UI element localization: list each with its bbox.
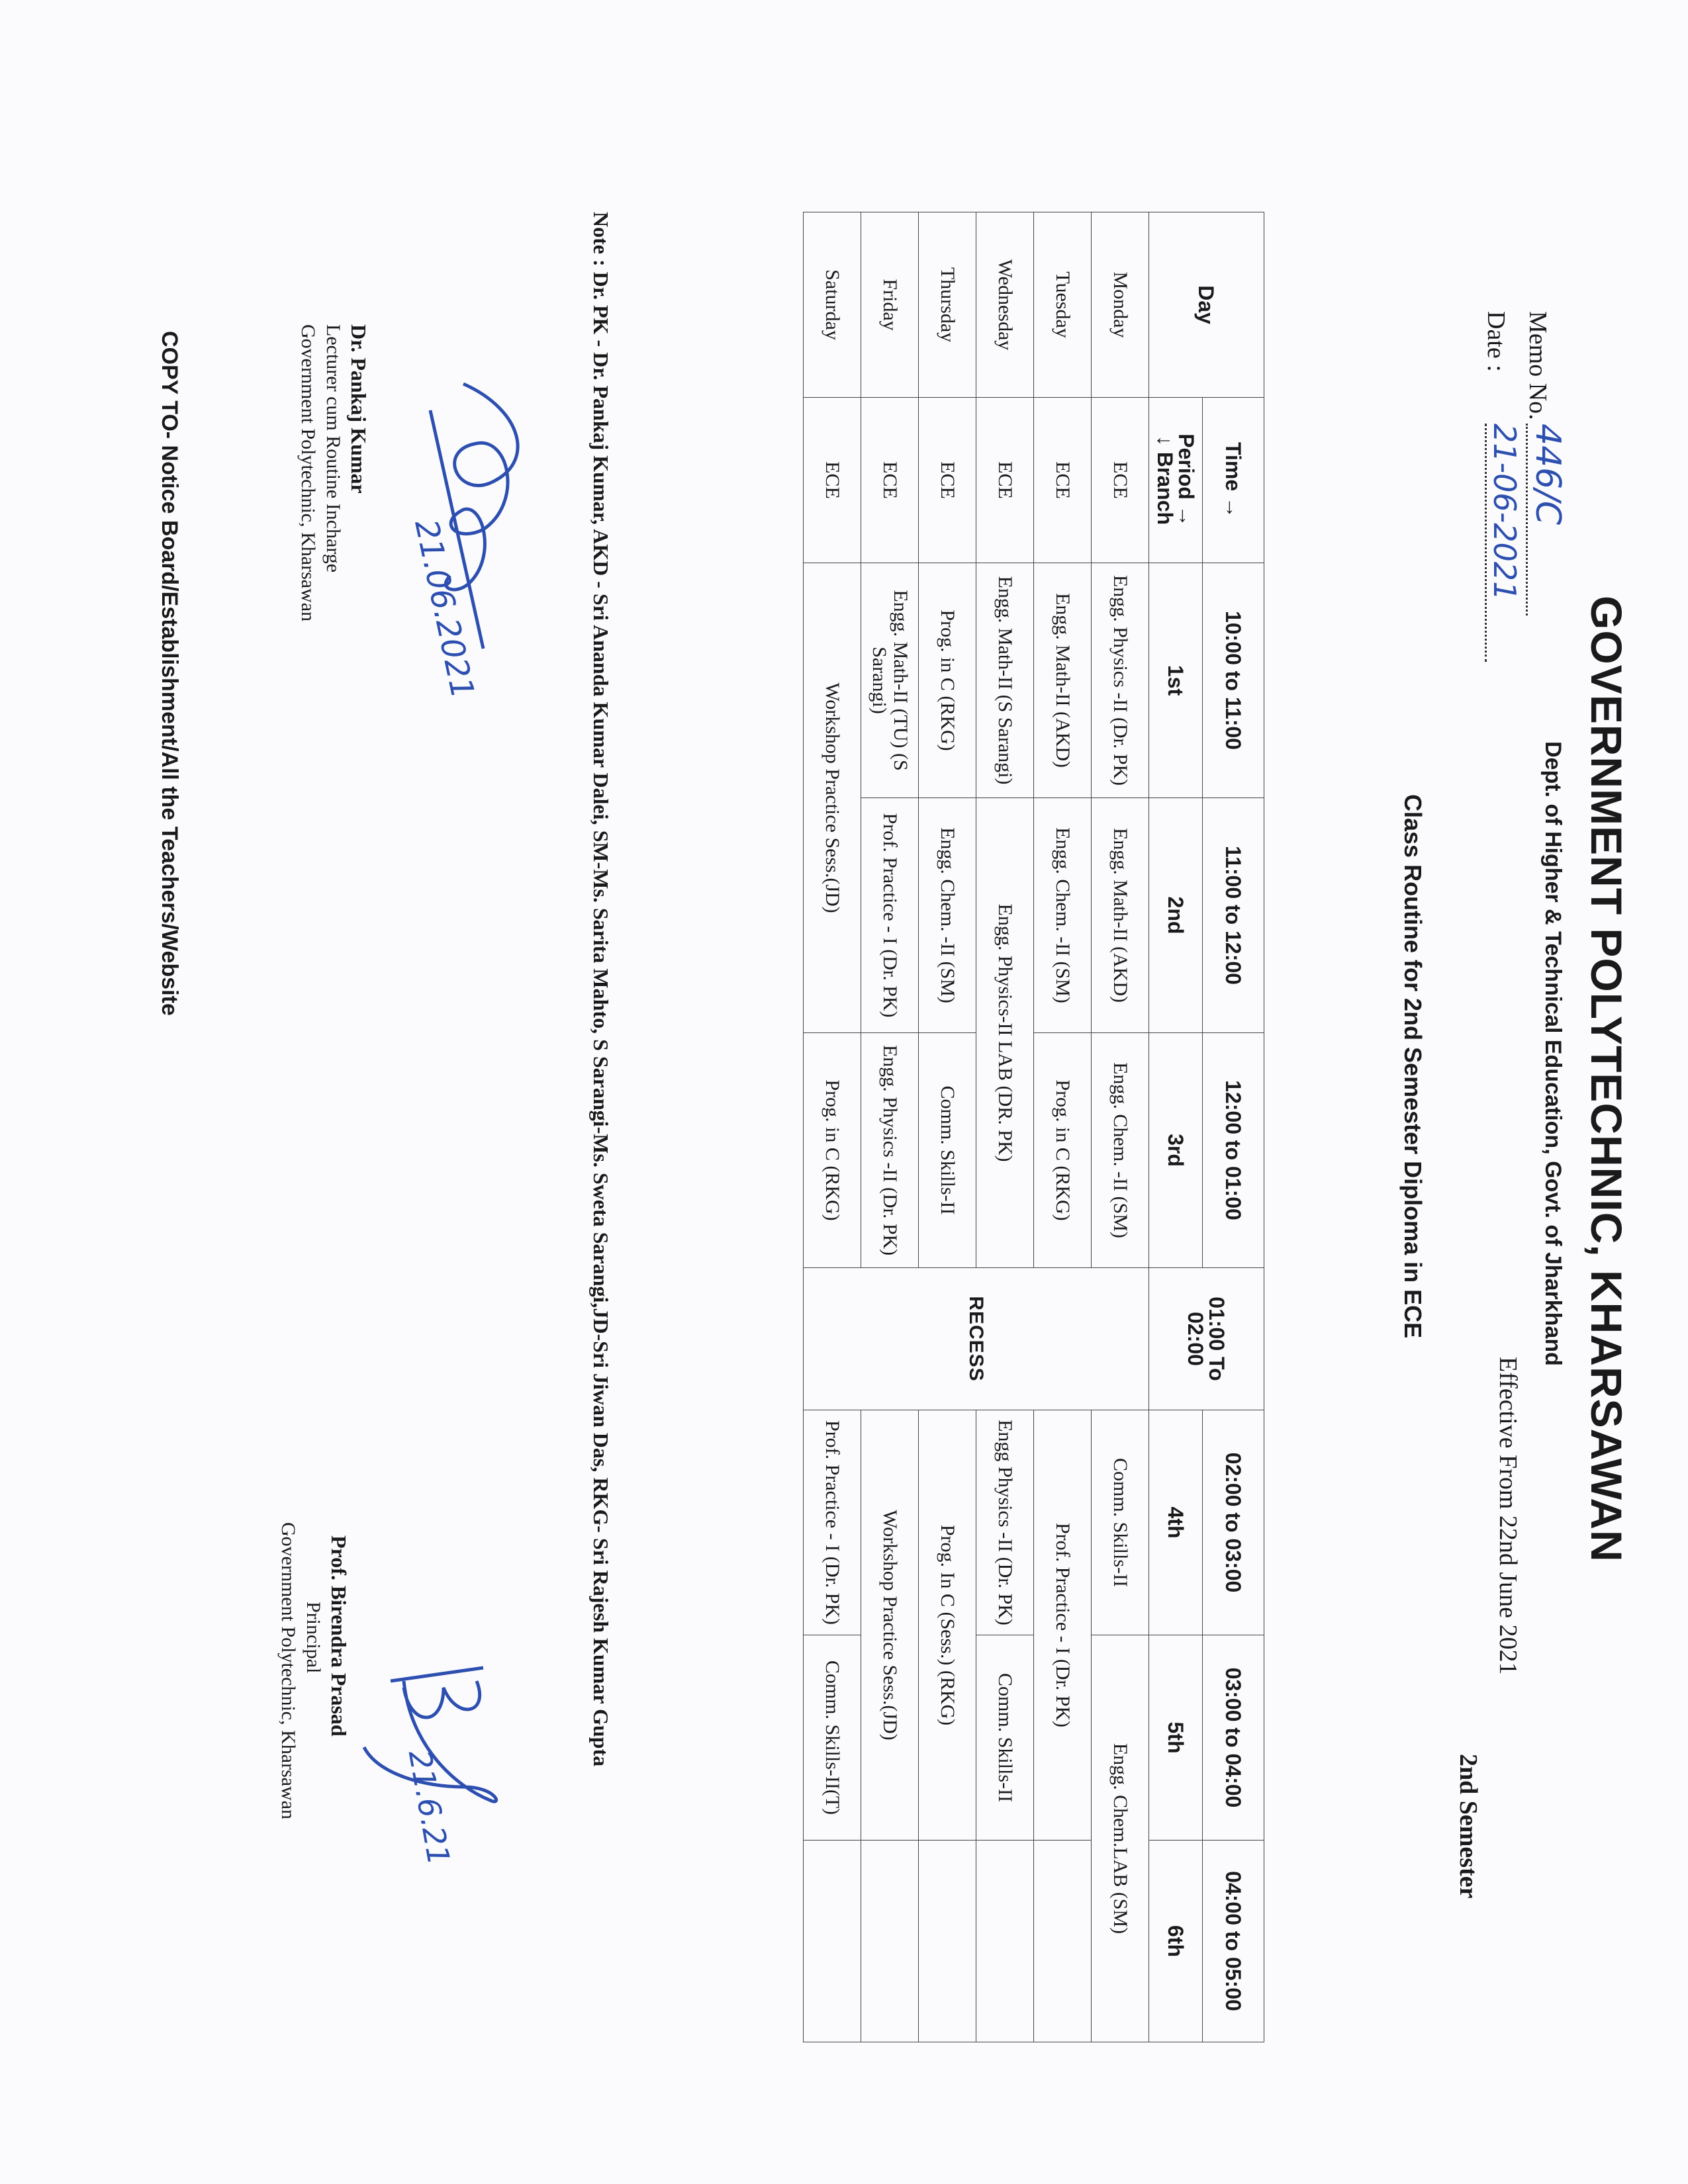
period-header-row bbox=[1149, 212, 1203, 2042]
table-row bbox=[861, 212, 919, 2042]
time-header-row bbox=[1203, 212, 1264, 2042]
time-header: Time → bbox=[1203, 398, 1264, 563]
memo-number: 446/C bbox=[1526, 424, 1568, 615]
class-cell: Engg. Math-II (AKD) bbox=[1092, 798, 1149, 1033]
class-cell: Engg. Chem.LAB (SM) bbox=[1092, 1635, 1149, 2042]
semester-label: 2nd Semester bbox=[1454, 1754, 1482, 1899]
table-row bbox=[976, 212, 1034, 2042]
period-2: 2nd bbox=[1149, 798, 1203, 1033]
class-cell bbox=[804, 1841, 861, 2042]
right-signatory-org: Government Polytechnic, Kharsawan bbox=[277, 1522, 299, 1820]
class-cell: Prof. Practice - I (Dr. PK) bbox=[1034, 1410, 1092, 1841]
date-label: Date : bbox=[1482, 311, 1510, 372]
class-cell: Engg. Physics-II LAB (DR. PK) bbox=[976, 798, 1034, 1268]
time-slot-2: 11:00 to 12:00 bbox=[1203, 798, 1264, 1033]
signature-right-date: 21.6.21 bbox=[401, 1747, 457, 1868]
period-5: 5th bbox=[1149, 1635, 1203, 1841]
table-row bbox=[1092, 212, 1149, 2042]
class-cell: Prof. Practice - I (Dr. PK) bbox=[804, 1410, 861, 1635]
time-slot-3: 12:00 to 01:00 bbox=[1203, 1033, 1264, 1268]
class-cell: Comm. Skills-II bbox=[919, 1033, 976, 1268]
time-slot-4: 02:00 to 03:00 bbox=[1203, 1410, 1264, 1635]
branch-cell: ECE bbox=[804, 398, 861, 563]
class-cell: Engg Physics -II (Dr. PK) bbox=[976, 1410, 1034, 1635]
period-header: Period → bbox=[1174, 433, 1198, 527]
day-cell: Monday bbox=[1092, 212, 1149, 398]
memo-date: 21-06-2021 bbox=[1485, 424, 1523, 662]
signature-left-date: 21.06.2021 bbox=[407, 516, 482, 702]
branch-cell: ECE bbox=[919, 398, 976, 563]
effective-date: Effective From 22nd June 2021 bbox=[1494, 1357, 1522, 1675]
routine-title: Class Routine for 2nd Semester Diploma in ECE bbox=[1399, 794, 1427, 1339]
day-cell: Friday bbox=[861, 212, 919, 398]
class-cell: Engg. Math-II (TU) (S Sarangi) bbox=[861, 563, 919, 798]
branch-cell: ECE bbox=[1034, 398, 1092, 563]
class-cell: Engg. Chem. -II (SM) bbox=[919, 798, 976, 1033]
class-cell: Comm. Skills-II(T) bbox=[804, 1635, 861, 1841]
left-signatory-org: Government Polytechnic, Kharsawan bbox=[297, 324, 319, 622]
day-cell: Saturday bbox=[804, 212, 861, 398]
institution-title: GOVERNMENT POLYTECHNIC, KHARSAWAN bbox=[1582, 596, 1631, 1563]
branch-cell: ECE bbox=[861, 398, 919, 563]
abbreviation-note: Note : Dr. PK - Dr. Pankaj Kumar, AKD - Sri Ananda Kumar Dalei, SM-Ms. Sarita Mahto, S Sarangi-Ms. Sweta Sarangi,JD-Sri Jiwan Das, RKG- Sri Rajesh Kumar Gupta bbox=[589, 212, 613, 1767]
class-cell: Comm. Skills-II bbox=[976, 1635, 1034, 1841]
left-signatory-name: Dr. Pankaj Kumar bbox=[347, 324, 371, 494]
class-cell bbox=[861, 1841, 919, 2042]
day-header: Day bbox=[1149, 212, 1264, 398]
branch-header: ↓ Branch bbox=[1153, 435, 1177, 525]
department-line: Dept. of Higher & Technical Education, Govt. of Jharkhand bbox=[1540, 741, 1566, 1366]
class-cell: Engg. Math-II (S Sarangi) bbox=[976, 563, 1034, 798]
time-slot-5: 03:00 to 04:00 bbox=[1203, 1635, 1264, 1841]
right-signatory-name: Prof. Birendra Prasad bbox=[327, 1535, 351, 1737]
day-cell: Thursday bbox=[919, 212, 976, 398]
class-cell: Comm. Skills-II bbox=[1092, 1410, 1149, 1635]
branch-cell: ECE bbox=[976, 398, 1034, 563]
day-cell: Tuesday bbox=[1034, 212, 1092, 398]
period-3: 3rd bbox=[1149, 1033, 1203, 1268]
period-branch-header bbox=[1149, 398, 1203, 563]
copy-to-line: COPY TO- Notice Board/Establishment/All the Teachers/Website bbox=[157, 331, 182, 1016]
class-cell: Prof. Practice - I (Dr. PK) bbox=[861, 798, 919, 1033]
time-slot-recess: 01:00 To 02:00 bbox=[1149, 1268, 1264, 1410]
table-row bbox=[1034, 212, 1092, 2042]
class-cell bbox=[1034, 1841, 1092, 2042]
table-row bbox=[804, 212, 861, 2042]
class-routine-table bbox=[803, 212, 1264, 2042]
class-cell: Prog. in C (RKG) bbox=[919, 563, 976, 798]
class-cell: Engg. Math-II (AKD) bbox=[1034, 563, 1092, 798]
class-cell: Workshop Practice Sess.(JD) bbox=[804, 563, 861, 1033]
day-cell: Wednesday bbox=[976, 212, 1034, 398]
class-cell: Prog. in C (RKG) bbox=[804, 1033, 861, 1268]
class-cell bbox=[919, 1841, 976, 2042]
time-slot-6: 04:00 to 05:00 bbox=[1203, 1841, 1264, 2042]
class-cell: Prog. In C (Sess.) (RKG) bbox=[919, 1410, 976, 1841]
class-cell: Engg. Physics -II (Dr. PK) bbox=[1092, 563, 1149, 798]
period-1: 1st bbox=[1149, 563, 1203, 798]
recess-cell: RECESS bbox=[804, 1268, 1149, 1410]
memo-label: Memo No. bbox=[1524, 311, 1552, 420]
class-cell: Engg. Chem. -II (SM) bbox=[1092, 1033, 1149, 1268]
time-slot-1: 10:00 to 11:00 bbox=[1203, 563, 1264, 798]
class-cell: Workshop Practice Sess.(JD) bbox=[861, 1410, 919, 1841]
class-cell bbox=[976, 1841, 1034, 2042]
class-cell: Engg. Chem. -II (SM) bbox=[1034, 798, 1092, 1033]
right-signatory-role: Principal bbox=[303, 1602, 324, 1674]
class-cell: Prog. in C (RKG) bbox=[1034, 1033, 1092, 1268]
left-signatory-role: Lecturer cum Routine Incharge bbox=[322, 324, 344, 573]
period-6: 6th bbox=[1149, 1841, 1203, 2042]
branch-cell: ECE bbox=[1092, 398, 1149, 563]
period-4: 4th bbox=[1149, 1410, 1203, 1635]
class-cell: Engg. Physics -II (Dr. PK) bbox=[861, 1033, 919, 1268]
table-row bbox=[919, 212, 976, 2042]
